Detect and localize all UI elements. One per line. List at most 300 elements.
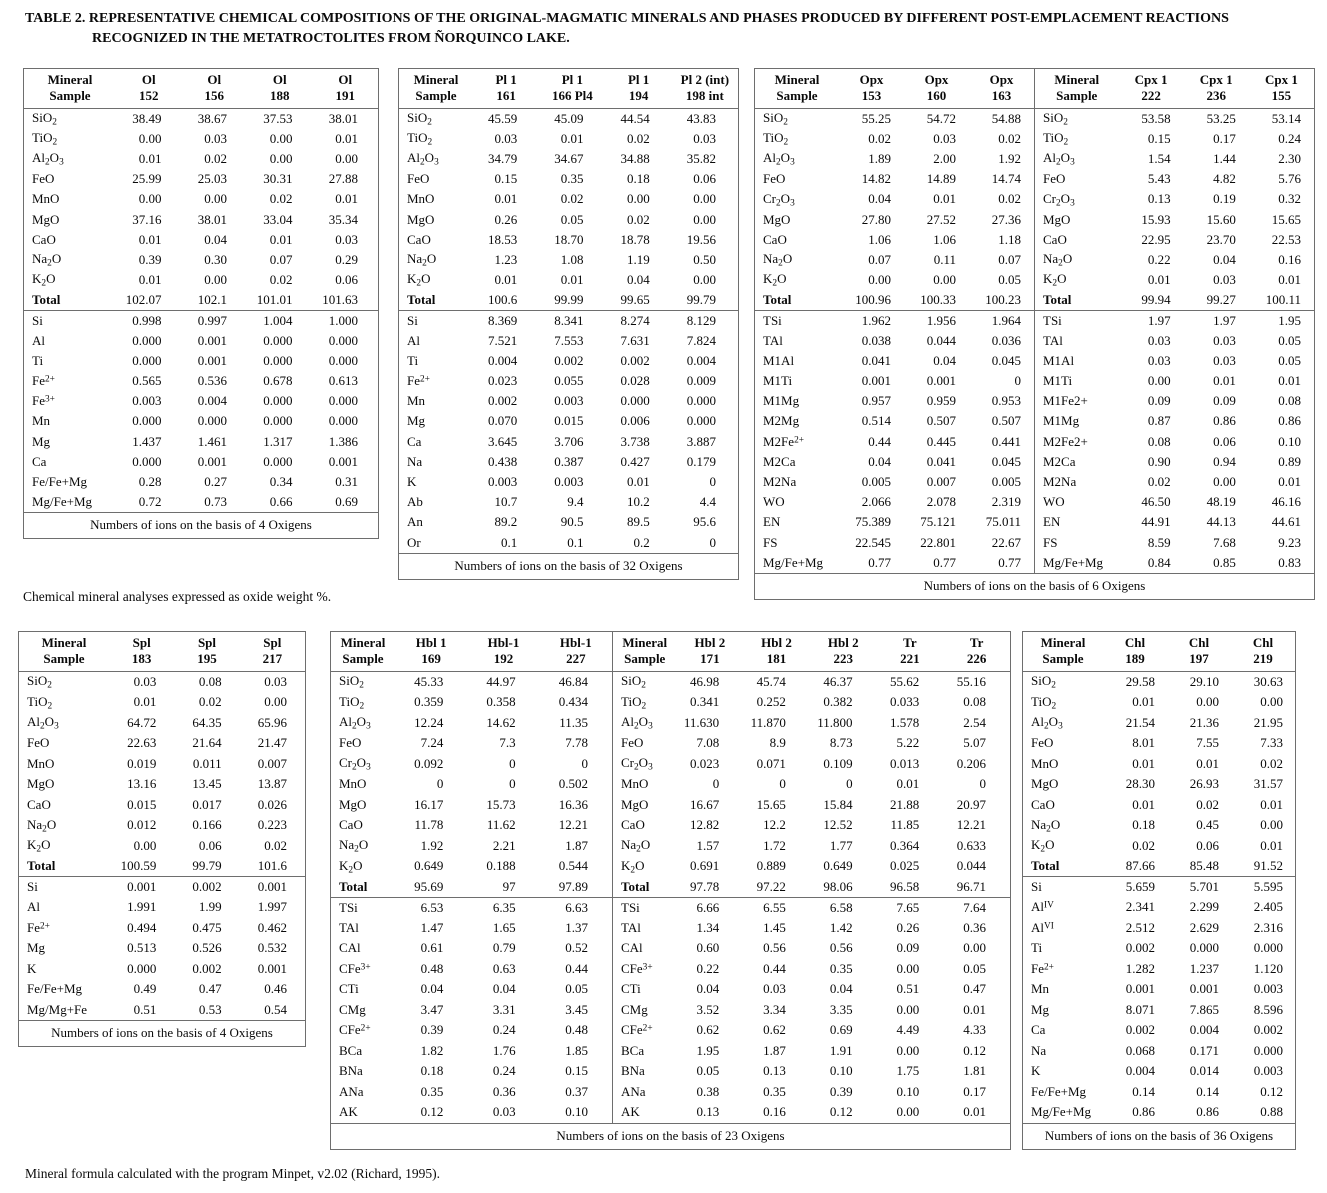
value-cell: 0.01 [1132,796,1155,812]
value-cell: 8.01 [1132,735,1155,751]
table-row [19,774,305,795]
value-cell: 0.02 [264,837,287,853]
table-row [1023,877,1295,898]
value-cell: 89.5 [627,514,650,530]
column-header [1231,632,1295,672]
table-row [613,692,1011,713]
value-cell: 0.025 [890,858,920,874]
value-cell: 0.000 [263,332,293,348]
table-spinel [18,631,306,1047]
value-cell: 8.9 [769,735,786,751]
value-cell: 44.97 [486,674,516,689]
value-cell: 0.01 [1132,755,1155,771]
opx-cpx-parts [755,69,1314,573]
row-label: Ca [1031,1022,1046,1038]
value-cell: 1.57 [696,837,720,853]
table-row [331,1000,612,1021]
value-cell: 2.21 [492,837,516,853]
table-row [331,877,612,898]
column-mineral: Chl [1124,635,1146,650]
row-label: M1Mg [763,393,800,409]
value-cell: 3.34 [763,1001,786,1017]
row-label: K [407,473,417,489]
value-cell: 0.02 [1132,837,1155,853]
row-label: CMg [339,1001,366,1017]
value-cell: 0.88 [1260,1104,1283,1120]
header-mineral-sample [1023,632,1103,672]
value-cell: 15.65 [756,796,786,812]
row-label: $Fe^{2+}$ [407,373,430,389]
column-sample: 160 [926,88,947,103]
column-mineral: Ol [272,72,287,87]
value-cell: 0.03 [1213,352,1236,368]
row-label: FeO [1031,735,1054,751]
row-label: WO [763,494,785,510]
value-cell: 99.99 [554,292,584,308]
table-row [399,270,738,290]
column-sample: 223 [833,651,853,666]
value-cell: 0.997 [182,310,248,330]
row-label: CaO [1031,796,1055,812]
row-label: TiO$_2$ [27,693,53,711]
row-label: MgO [339,796,367,812]
header-mineral-label: Mineral [41,635,87,650]
value-cell: 0 [709,473,716,489]
value-cell: 0.071 [756,755,786,771]
header-mineral-sample [24,69,116,109]
table-row [399,411,738,431]
row-label: $Cr_2O_3$ [339,755,371,773]
value-cell: 1.99 [198,899,222,915]
header-sample-label: Sample [624,651,666,666]
table-row [1023,774,1295,795]
row-label: Ca [32,453,47,469]
value-cell: 13.87 [257,776,287,792]
value-cell: 0.1 [501,534,518,550]
value-cell: 0.03 [1147,352,1171,368]
table-row [331,795,612,816]
column-sample: 192 [493,651,514,666]
value-cell: 0.109 [823,755,853,771]
row-label: FS [1043,534,1058,550]
header-mineral-sample [399,69,473,109]
column-header [182,69,248,109]
table-row [331,774,612,795]
column-header [467,632,539,672]
value-cell: 13.16 [127,776,157,792]
value-cell: 22.801 [920,534,956,550]
table-row [399,209,738,229]
value-cell: 0.00 [138,191,162,207]
value-cell: 0.07 [868,251,891,267]
row-label: Na [1031,1042,1047,1058]
value-cell: 0.223 [257,817,287,833]
value-cell: 0.055 [554,373,584,389]
value-cell: 0.10 [1278,433,1301,449]
value-cell: 7.65 [877,897,944,918]
row-label: FeO [763,171,786,187]
table-row [331,815,612,836]
header-sample-label: Sample [415,88,457,103]
row-label: TAl [621,919,641,935]
row-label: Fe/Fe+Mg [32,473,88,489]
row-label: $Na_2O$ [32,251,62,269]
value-cell: 7.08 [696,735,720,751]
plagioclase-subtable-0 [399,69,738,553]
column-header [395,632,467,672]
value-cell: 0.89 [1278,453,1301,469]
row-label: $Al_2O_3$ [763,150,795,168]
value-cell: 0.001 [197,332,227,348]
value-cell: 0.11 [933,251,956,267]
value-cell: 15.60 [1206,211,1236,227]
value-cell: 0.10 [896,1083,920,1099]
row-label: Fe/Fe+Mg [27,981,83,997]
value-cell: 45.74 [756,674,786,689]
table-row [1023,733,1295,754]
table-row [24,270,378,290]
column-header [743,632,810,672]
value-cell: 90.5 [560,514,584,530]
value-cell: 1.004 [247,310,313,330]
value-cell: 1.000 [313,310,379,330]
value-cell: 0.00 [1260,817,1283,833]
table-row [399,109,738,129]
value-cell: 0.01 [138,272,162,288]
value-cell: 16.67 [689,796,720,812]
value-cell: 0.000 [132,453,162,469]
value-cell: 0.09 [1213,393,1236,409]
value-cell: 1.237 [1189,960,1219,976]
value-cell: 1.06 [933,231,956,247]
value-cell: 1.92 [420,837,444,853]
value-cell: 97 [502,878,516,894]
row-label: M1Mg [1043,413,1080,429]
value-cell: 8.59 [1147,534,1171,550]
value-cell: 0.12 [1260,1083,1283,1099]
value-cell: 0.00 [204,272,227,288]
row-label: MnO [621,776,649,792]
table-row [1035,230,1315,250]
table-plagioclase [398,68,739,580]
value-cell: 0.000 [263,393,293,409]
value-cell: 0.46 [264,981,287,997]
table-row [1035,129,1315,149]
value-cell: 0.87 [1147,413,1171,429]
table-row [613,897,1011,918]
table-row [19,979,305,1000]
value-cell: 1.578 [890,714,920,730]
value-cell: 0.04 [868,453,891,469]
header-sample-label: Sample [342,651,384,666]
value-cell: 0.959 [926,393,956,409]
row-label: FeO [339,735,362,751]
column-sample: 152 [139,88,159,103]
value-cell: 0.05 [1278,352,1301,368]
row-label: Ca [407,433,422,449]
table-row [399,432,738,452]
table-row [331,672,612,693]
value-cell: 45.09 [554,110,584,126]
value-cell: 101.63 [322,292,358,308]
value-cell: 0.004 [1189,1022,1219,1038]
row-label: WO [1043,494,1065,510]
table-chlorite [1022,631,1296,1150]
value-cell: 7.78 [565,735,588,751]
value-cell: 0.38 [696,1083,720,1099]
value-cell: 0.045 [991,352,1021,368]
value-cell: 11.870 [750,714,786,730]
value-cell: 0.02 [269,272,293,288]
value-cell: 2.319 [991,494,1021,510]
value-cell: 0.000 [1253,940,1283,956]
table-row [755,149,1034,169]
table-row [399,230,738,250]
table-row [755,553,1034,573]
row-label: M1Fe2+ [1043,393,1088,409]
value-cell: 0.01 [1196,755,1219,771]
value-cell: 0.04 [696,981,720,997]
row-label: MgO [763,211,791,227]
value-cell: 0.00 [1147,373,1171,389]
value-cell: 0 [712,776,720,792]
table-row [613,672,1011,693]
value-cell: 0.66 [269,494,293,510]
value-cell: 2.54 [963,714,986,730]
table-row [755,452,1034,472]
row-label: $Al^{VI}$ [1031,919,1054,935]
value-cell: 12.2 [763,817,786,833]
value-cell: 0.83 [1278,554,1301,570]
value-cell: 0.01 [138,150,162,166]
value-cell: 0.00 [896,960,920,976]
value-cell: 0.000 [686,393,716,409]
value-cell: 95.69 [414,878,444,894]
value-cell: 1.44 [1213,150,1236,166]
table-row [1023,1020,1295,1041]
value-cell: 7.64 [943,897,1010,918]
value-cell: 0.044 [926,332,956,348]
value-cell: 0.001 [1125,981,1155,997]
row-label: Ti [407,352,419,368]
table-title [25,9,1229,49]
row-label: FeO [27,735,50,751]
value-cell: 0.07 [269,251,293,267]
value-cell: 1.87 [565,837,588,853]
value-cell: 9.23 [1278,534,1301,550]
table-row [331,1061,612,1082]
value-cell: 1.437 [132,433,162,449]
value-cell: 14.74 [991,171,1021,187]
value-cell: 1.97 [1119,310,1184,330]
value-cell: 1.95 [696,1042,720,1058]
table-row [755,250,1034,270]
value-cell: 0.77 [998,554,1021,570]
value-cell: 100.33 [920,292,956,308]
header-mineral-label: Mineral [47,72,93,87]
oxygen-basis-note: Numbers of ions on the basis of 4 Oxigens [24,512,378,538]
value-cell: 0.19 [1213,191,1236,207]
table-row [399,391,738,411]
table-row [331,692,612,713]
row-label: $Fe^{2+}$ [1031,960,1054,976]
value-cell: 0.69 [829,1022,853,1038]
value-cell: 0.73 [204,494,227,510]
value-cell: 1.991 [127,899,157,915]
row-label: Total [32,292,61,308]
value-cell: 99.79 [192,858,222,873]
table-row [399,250,738,270]
value-cell: 0.01 [560,130,584,146]
row-label: Fe/Fe+Mg [1031,1083,1087,1099]
value-cell: 0.1 [567,534,584,550]
value-cell: 0.05 [560,211,584,227]
value-cell: 3.738 [620,433,650,449]
value-cell: 0.00 [896,1104,920,1120]
row-label: $K_2O$ [1043,271,1067,289]
oxygen-basis-note: Numbers of ions on the basis of 6 Oxigens [755,573,1314,599]
column-mineral: Pl 1 [627,72,650,87]
row-label: FS [763,534,778,550]
value-cell: 3.47 [420,1001,444,1017]
value-cell: 99.27 [1206,292,1236,308]
column-mineral: Chl [1188,635,1210,650]
column-mineral: Ol [207,72,222,87]
row-label: MgO [32,211,60,227]
value-cell: 0.04 [829,981,853,997]
column-sample: 221 [900,651,920,666]
value-cell: 75.011 [985,514,1021,530]
chlorite-subtable-0 [1023,632,1295,1123]
value-cell: 0.00 [896,1042,920,1058]
value-cell: 45.33 [414,674,444,689]
table-row [399,492,738,512]
value-cell: 0.01 [494,272,518,288]
value-cell: 1.06 [868,231,891,247]
row-label: $Na_2O$ [763,251,793,269]
value-cell: 45.59 [488,110,518,126]
table-row [399,331,738,351]
value-cell: 1.964 [969,310,1034,330]
column-header [969,69,1034,109]
row-label: CTi [621,981,641,997]
table-row [613,877,1011,898]
value-cell: 0.513 [127,940,157,956]
value-cell: 0.94 [1213,453,1236,469]
value-cell: 0.015 [554,413,584,429]
value-cell: 0.06 [198,837,222,853]
value-cell: 0.691 [689,858,720,874]
value-cell: 0.02 [198,694,222,710]
value-cell: 7.521 [488,332,518,348]
value-cell: 0.56 [763,940,786,956]
value-cell: 0.015 [127,796,157,812]
value-cell: 0.364 [890,837,920,853]
column-mineral: Cpx 1 [1199,72,1233,87]
table-row [755,432,1034,452]
value-cell: 5.07 [963,735,986,751]
header-mineral-label: Mineral [622,635,668,650]
table-row [613,1020,1011,1041]
value-cell: 5.22 [896,735,920,751]
value-cell: 0.39 [138,251,162,267]
row-label: MgO [407,211,435,227]
row-label: $Al_2O_3$ [27,714,59,732]
value-cell: 1.54 [1147,150,1171,166]
value-cell: 2.00 [933,150,956,166]
table-row [399,512,738,532]
value-cell: 1.19 [627,251,650,267]
value-cell: 0.08 [198,674,222,689]
value-cell: 44.91 [1141,514,1171,530]
value-cell: 54.72 [926,110,956,126]
value-cell: 0.15 [494,171,518,187]
value-cell: 0.038 [861,332,891,348]
column-sample: 169 [421,651,441,666]
row-label: CFe$^{2+}$ [621,1022,653,1038]
value-cell: 0.00 [627,191,650,207]
value-cell: 1.08 [560,251,584,267]
value-cell: 1.47 [420,919,444,935]
table-row [24,209,378,229]
table-row [331,754,612,775]
table-row [613,815,1011,836]
value-cell: 33.04 [263,211,293,227]
value-cell: 16.17 [414,796,444,812]
value-cell: 21.64 [192,735,222,751]
row-label: Si [1023,877,1103,898]
value-cell: 0.475 [192,919,222,935]
row-label: AK [621,1104,640,1120]
value-cell: 3.645 [488,433,518,449]
row-label: $K_2O$ [1031,837,1055,855]
value-cell: 0.08 [1147,433,1171,449]
column-header [904,69,969,109]
row-label: MgO [1031,776,1059,792]
row-label: $Na_2O$ [621,837,651,855]
value-cell: 0.31 [335,473,358,489]
value-cell: 0.009 [686,373,716,389]
value-cell: 1.18 [998,231,1021,247]
row-label: $Al_2O_3$ [621,714,653,732]
value-cell: 0.01 [1278,473,1301,489]
value-cell: 21.95 [1253,714,1283,730]
oxygen-basis-note: Numbers of ions on the basis of 23 Oxigens [331,1123,1010,1149]
value-cell: 0.998 [116,310,182,330]
column-sample: 197 [1189,651,1209,666]
value-cell: 0.02 [998,191,1021,207]
column-header [539,69,605,109]
value-cell: 0.002 [488,393,518,409]
row-label: Mg/Fe+Mg [32,494,93,510]
table-row [24,452,378,472]
value-cell: 75.389 [855,514,891,530]
row-label: MnO [1031,755,1059,771]
value-cell: 0.00 [269,150,293,166]
table-row [1035,169,1315,189]
table-row [19,1000,305,1021]
value-cell: 0.003 [488,473,518,489]
value-cell: 46.37 [823,674,853,689]
value-cell: 37.53 [263,110,293,126]
plagioclase-parts [399,69,738,553]
row-label: CAl [339,940,361,956]
row-label: FeO [621,735,644,751]
value-cell: 0.13 [1147,191,1171,207]
table-row [1023,672,1295,693]
value-cell: 0.16 [763,1104,786,1120]
value-cell: 1.956 [904,310,969,330]
